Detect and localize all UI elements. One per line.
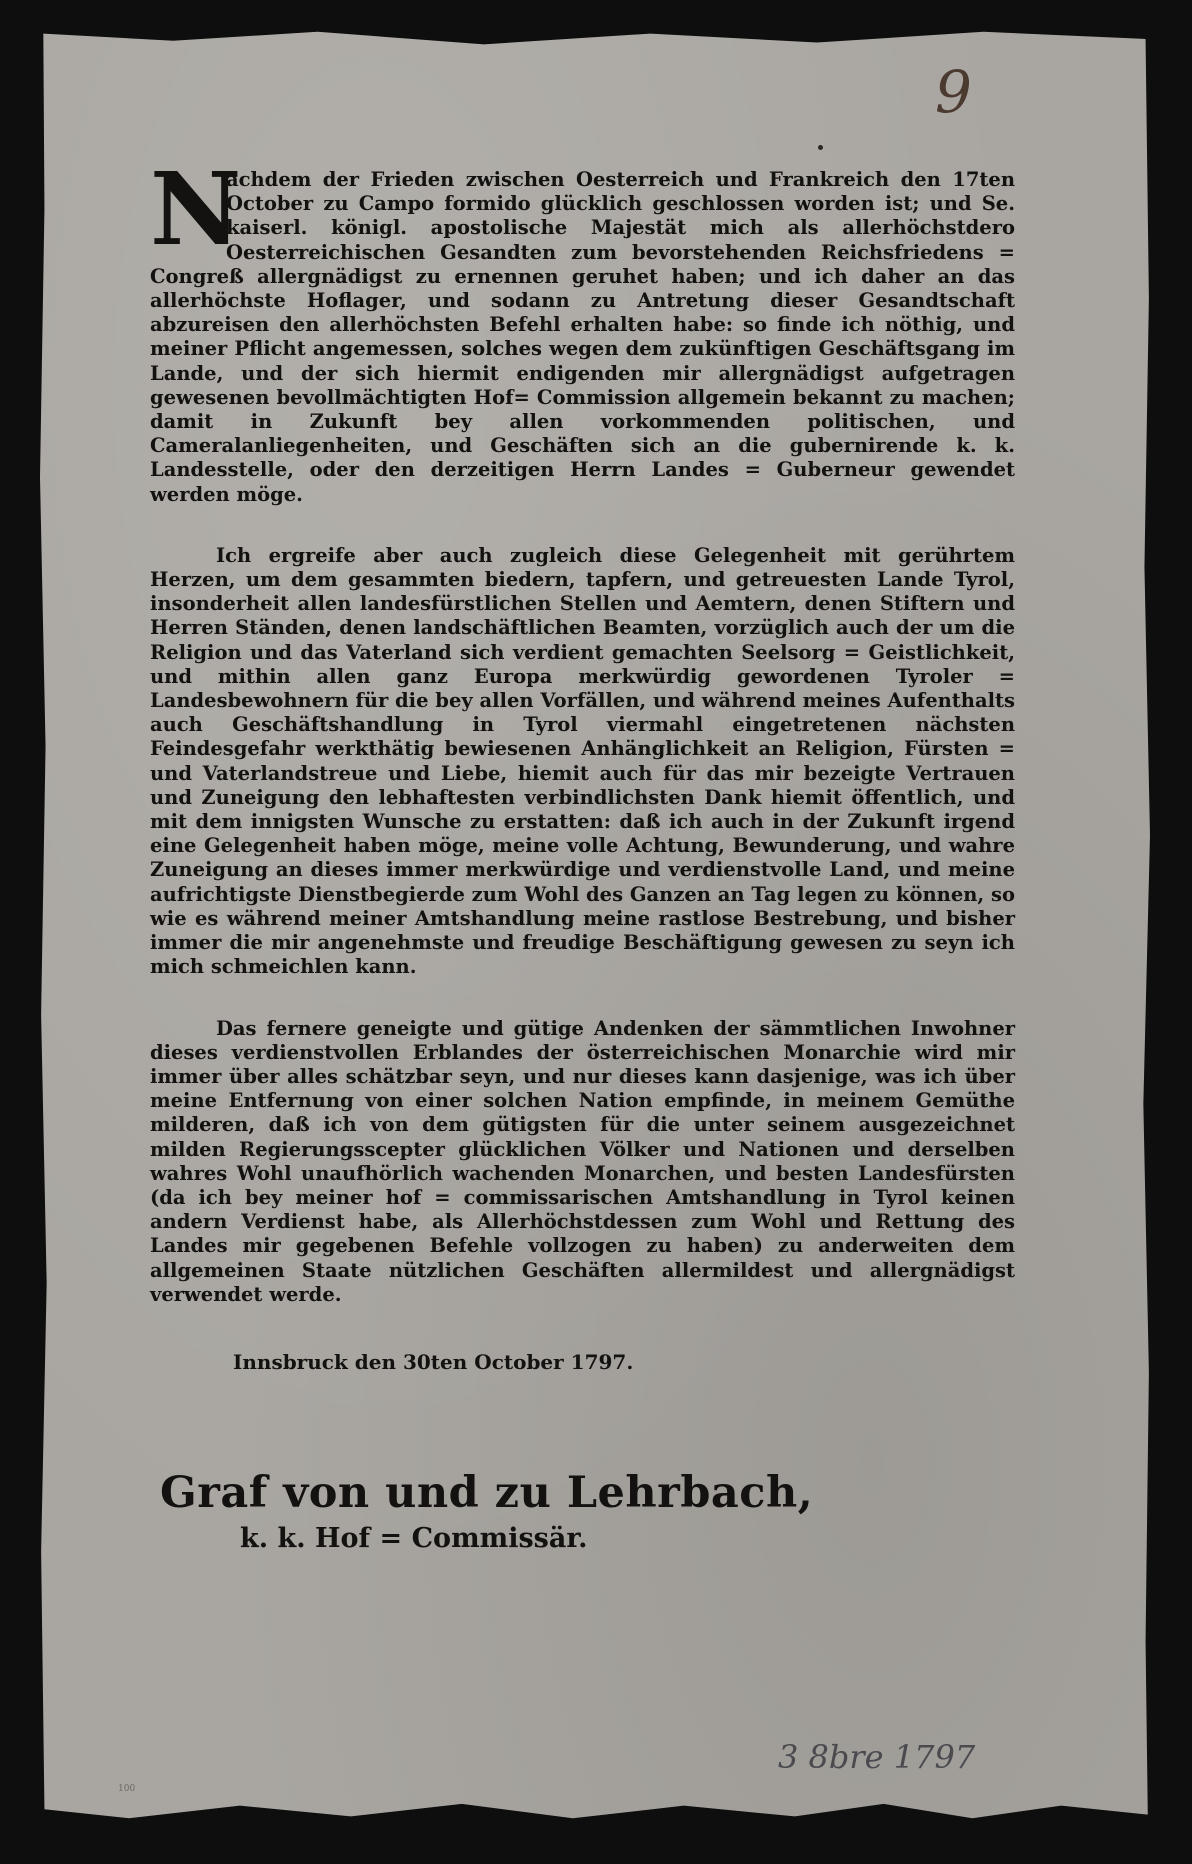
signatory-name: Graf von und zu Lehrbach, — [160, 1468, 814, 1518]
paragraph-1-text: achdem der Frieden zwischen Oesterreich und Frankreich den 17ten October zu Campo formido glücklich geschlossen worden ist; und Se. kaiserl. königl. apostolische Majestät mich als allerhöchstdero Oesterreichischen Gesandten zum bevorstehenden Reichsfriedens = Congreß allergnädigst zu ernennen geruhet haben; und ich daher an das allerhöchste Hoflager, und sodann zu Antretung dieser Gesandtschaft abzureisen den allerhöchsten Befehl erhalten habe: so finde ich nöthig, und meiner Pflicht angemessen, solches wegen dem zukünftigen Geschäftsgang im Lande, und der sich hiermit endigenden mir allergnädigst aufgetragen gewesenen bevollmächtigten Hof= Commission allgemein bekannt zu machen; damit in Zukunft bey allen vorkommenden politischen, und Cameralanliegenheiten, und Geschäften sich an die gubernirende k. k. Landesstelle, oder den derzeitigen Herrn Landes = Guberneur gewendet werden möge. — [150, 168, 1015, 506]
paragraph-3: Das fernere geneigte und gütige Andenken der sämmtlichen Inwohner dieses verdienstvollen Erblandes der österreichischen Monarchie wird mir immer über alles schätzbar seyn, und nur dieses kann dasjenige, was ich über meine Entfernung von einer solchen Nation empfinde, in meinem Gemüthe milderen, daß ich von dem gütigsten für die unter seinem ausgezeichnet milden Regierungsscepter glücklichen Völker und Nationen und derselben wahres Wohl unaufhörlich wachenden Monarchen, und besten Landesfürsten (da ich bey meiner hof = commissarischen Amtshandlung in Tyrol keinen andern Verdienst habe, als Allerhöchstdessen zum Wohl und Rettung des Landes mir gegebenen Befehle vollzogen zu haben) zu anderweiten dem allgemeinen Staate nützlichen Geschäften allermildest und allergnädigst verwendet werde. — [150, 1016, 1015, 1306]
place-and-date: Innsbruck den 30ten October 1797. — [233, 1350, 634, 1374]
paragraph-1 — [150, 150, 1015, 507]
proclamation-body — [150, 150, 1015, 1344]
paragraph-2: Ich ergreife aber auch zugleich diese Gelegenheit mit gerührtem Herzen, um dem gesammten biedern, tapfern, und getreuesten Lande Tyrol, insonderheit allen landesfürstlichen Stellen und Aemtern, denen Stiftern und Herren Ständen, denen landschäftlichen Beamten, vorzüglich auch der um die Religion und das Vaterland sich verdient gemachten Seelsorg = Geistlichkeit, und mithin allen ganz Europa merkwürdig gewordenen Tyroler = Landesbewohnern für die bey allen Vorfällen, und während meines Aufenthalts auch Geschäftshandlung in Tyrol viermahl eingetretenen nächsten Feindesgefahr werkthätig bewiesenen Anhänglichkeit an Religion, Fürsten = und Vaterlandstreue und Liebe, hiemit auch für das mir bezeigte Vertrauen und Zuneigung den lebhaftesten verbindlichsten Dank hiemit öffentlich, und mit dem innigsten Wunsche zu erstatten: daß ich auch in der Zukunft irgend eine Gelegenheit haben möge, meine volle Achtung, Bewunderung, und wahre Zuneigung an dieses immer merkwürdige und verdienstvolle Land, und meine aufrichtigste Dienstbegierde zum Wohl des Ganzen an Tag legen zu können, so wie es während meiner Amtshandlung meine rastlose Bestrebung, und bisher immer die mir angenehmste und freudige Beschäftigung gewesen zu seyn ich mich schmeichlen kann. — [150, 543, 1015, 979]
drop-cap-initial: N — [150, 150, 242, 268]
edge-mark: 100 — [118, 1784, 136, 1794]
folio-number: 9 — [935, 58, 972, 126]
ink-spot — [818, 145, 823, 150]
archive-date-note: 3 8bre 1797 — [778, 1738, 976, 1776]
signatory-title: k. k. Hof = Commissär. — [240, 1523, 588, 1554]
